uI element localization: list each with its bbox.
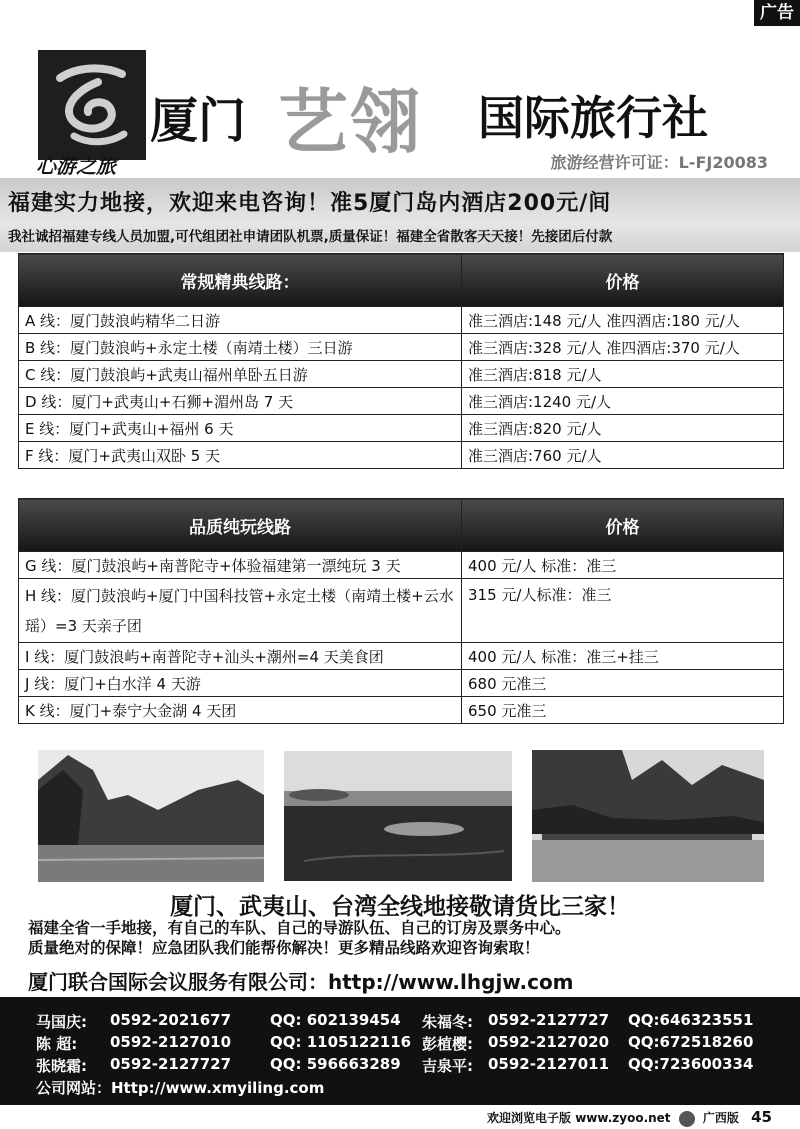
price-cell: 400 元/人 标准：准三 (462, 552, 784, 579)
route-cell: H 线：厦门鼓浪屿+厦门中国科技管+永定土楼（南靖土楼+云水瑶）=3 天亲子团 (19, 579, 462, 643)
service-description (28, 918, 571, 958)
title-city: 厦门 (150, 93, 247, 149)
table-row (19, 697, 784, 724)
island-sea-photo (284, 750, 512, 882)
contact-name: 朱福冬: (422, 1013, 473, 1031)
contact-name: 吉泉平: (422, 1057, 473, 1075)
contact-name: 张晓霜: (36, 1057, 87, 1075)
header (0, 30, 800, 180)
price-column-header: 价格 (462, 499, 784, 552)
description-line: 福建全省一手地接，有自己的车队、自己的导游队伍、自己的订房及票务中心。 (28, 919, 571, 937)
route-cell: K 线：厦门+泰宁大金湖 4 天团 (19, 697, 462, 724)
route-cell: F 线：厦门+武夷山双卧 5 天 (19, 442, 462, 469)
ad-tag: 广告 (754, 0, 800, 26)
table-row (19, 552, 784, 579)
table-header-row (19, 254, 784, 307)
price-cell: 准三酒店:148 元/人 准四酒店:180 元/人 (462, 307, 784, 334)
contact-name: 马国庆: (36, 1013, 87, 1031)
table-header-row (19, 499, 784, 552)
route-column-header: 常规精典线路： (19, 254, 462, 307)
price-cell: 400 元/人 标准：准三+挂三 (462, 643, 784, 670)
route-cell: I 线：厦门鼓浪屿+南普陀寺+汕头+潮州=4 天美食团 (19, 643, 462, 670)
route-cell: B 线：厦门鼓浪屿+永定土楼（南靖土楼）三日游 (19, 334, 462, 361)
price-cell: 准三酒店:328 元/人 准四酒店:370 元/人 (462, 334, 784, 361)
edition-label: 广西版 (702, 1111, 739, 1125)
contact-qq: QQ:672518260 (628, 1033, 754, 1051)
regular-routes-table (18, 253, 784, 469)
banner-subline: 我社诚招福建专线人员加盟,可代组团社申请团队机票,质量保证！福建全省散客天天接！先接团后付款 (8, 229, 613, 245)
company-name: 厦门联合国际会议服务有限公司：http://www.lhgjw.com (28, 970, 574, 994)
table-row (19, 442, 784, 469)
route-cell: C 线：厦门鼓浪屿+武夷山福州单卧五日游 (19, 361, 462, 388)
comparison-slogan: 厦门、武夷山、台湾全线地接敬请货比三家！ (170, 894, 630, 920)
contact-phone: 0592-2127011 (488, 1055, 610, 1073)
title-brand: 艺翎 (278, 81, 422, 163)
description-line: 质量绝对的保障！应急团队我们能帮你解决！更多精品线路欢迎咨询索取！ (28, 939, 540, 957)
price-cell: 680 元准三 (462, 670, 784, 697)
price-cell: 315 元/人标准：准三 (462, 579, 784, 643)
footer-text: 欢迎浏览电子版 www.zyoo.net (487, 1111, 671, 1125)
photo-strip (0, 750, 800, 885)
banner-headline: 福建实力地接，欢迎来电咨询！准5厦门岛内酒店200元/间 (8, 191, 612, 216)
price-cell: 准三酒店:1240 元/人 (462, 388, 784, 415)
table-row (19, 579, 784, 643)
contact-phone: 0592-2127727 (488, 1011, 610, 1029)
page-footer (487, 1108, 772, 1127)
page-number: 45 (751, 1108, 772, 1126)
contact-qq: QQ:723600334 (628, 1055, 754, 1073)
contact-name: 彭植樱: (422, 1035, 473, 1053)
contact-name: 陈 超: (36, 1035, 78, 1053)
table-row (19, 388, 784, 415)
contacts-panel (0, 997, 800, 1105)
license-number: 旅游经营许可证：L-FJ20083 (550, 153, 768, 172)
agency-logo (38, 50, 146, 160)
company-website: 公司网站：Http://www.xmyiling.com (36, 1079, 325, 1097)
quality-routes-table (18, 498, 784, 724)
route-cell: E 线：厦门+武夷山+福州 6 天 (19, 415, 462, 442)
price-column-header: 价格 (462, 254, 784, 307)
route-cell: G 线：厦门鼓浪屿+南普陀寺+体验福建第一漂纯玩 3 天 (19, 552, 462, 579)
price-cell: 650 元准三 (462, 697, 784, 724)
route-column-header: 品质纯玩线路 (19, 499, 462, 552)
promo-banner (0, 178, 800, 252)
contact-phone: 0592-2127727 (110, 1055, 232, 1073)
table-row (19, 307, 784, 334)
table-row (19, 334, 784, 361)
contact-qq: QQ: 596663289 (270, 1055, 401, 1073)
price-cell: 准三酒店:818 元/人 (462, 361, 784, 388)
covered-bridge-photo (532, 750, 764, 882)
route-cell: J 线：厦门+白水洋 4 天游 (19, 670, 462, 697)
contact-qq: QQ: 602139454 (270, 1011, 401, 1029)
price-cell: 准三酒店:760 元/人 (462, 442, 784, 469)
contact-qq: QQ:646323551 (628, 1011, 754, 1029)
table-row (19, 643, 784, 670)
table-row (19, 670, 784, 697)
contact-phone: 0592-2127010 (110, 1033, 232, 1051)
title-agency: 国际旅行社 (478, 91, 708, 145)
contact-phone: 0592-2021677 (110, 1011, 232, 1029)
magazine-logo-icon (679, 1111, 695, 1127)
table-row (19, 361, 784, 388)
logo-slogan: 心游之旅 (36, 154, 116, 178)
route-cell: D 线：厦门+武夷山+石狮+湄州岛 7 天 (19, 388, 462, 415)
contact-qq: QQ: 1105122116 (270, 1033, 412, 1051)
price-cell: 准三酒店:820 元/人 (462, 415, 784, 442)
table-row (19, 415, 784, 442)
river-gorge-photo (38, 750, 264, 882)
contact-phone: 0592-2127020 (488, 1033, 610, 1051)
route-cell: A 线：厦门鼓浪屿精华二日游 (19, 307, 462, 334)
